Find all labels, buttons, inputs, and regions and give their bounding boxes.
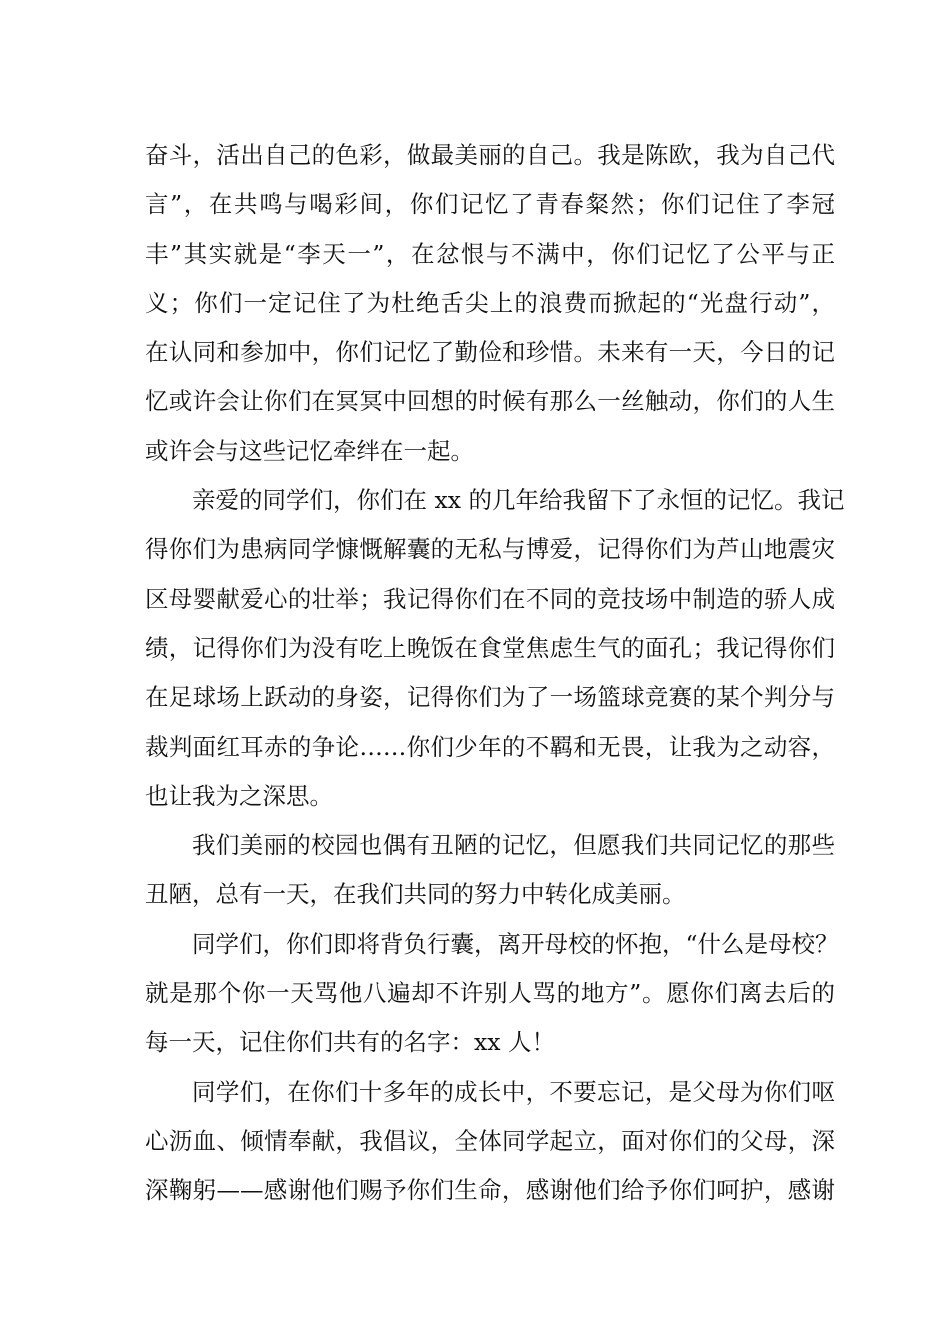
text-line: 区母婴献爱心的壮举；我记得你们在不同的竞技场中制造的骄人成 — [145, 584, 835, 613]
text-line: 就是那个你一天骂他八遍却不许别人骂的地方”。愿你们离去后的 — [145, 979, 835, 1008]
text-line: 在认同和参加中，你们记忆了勤俭和珍惜。未来有一天，今日的记 — [145, 338, 835, 367]
text-line: 同学们，你们即将背负行囊，离开母校的怀抱，“什么是母校？ — [192, 929, 839, 958]
text-line: 每一天，记住你们共有的名字：xx 人！ — [145, 1028, 555, 1057]
text-line: 丑陋，总有一天，在我们共同的努力中转化成美丽。 — [145, 880, 686, 909]
text-line: 忆或许会让你们在冥冥中回想的时候有那么一丝触动，你们的人生 — [145, 387, 835, 416]
text-line: 得你们为患病同学慷慨解囊的无私与博爱，记得你们为芦山地震灾 — [145, 535, 835, 564]
document-body-text — [145, 131, 845, 1216]
text-line: 丰”其实就是“李天一”，在忿恨与不满中，你们记忆了公平与正 — [145, 239, 835, 268]
text-line: 言”，在共鸣与喝彩间，你们记忆了青春粲然；你们记住了李冠 — [145, 190, 835, 219]
text-line: 或许会与这些记忆牵绊在一起。 — [145, 436, 474, 465]
text-line: 我们美丽的校园也偶有丑陋的记忆，但愿我们共同记忆的那些 — [192, 831, 835, 860]
text-line: 也让我为之深思。 — [145, 781, 333, 810]
text-line: 深鞠躬——感谢他们赐予你们生命，感谢他们给予你们呵护，感谢 — [145, 1176, 835, 1205]
text-line: 在足球场上跃动的身姿，记得你们为了一场篮球竞赛的某个判分与 — [145, 683, 835, 712]
text-line: 绩，记得你们为没有吃上晚饭在食堂焦虑生气的面孔；我记得你们 — [145, 633, 835, 662]
text-line: 同学们，在你们十多年的成长中，不要忘记，是父母为你们呕 — [192, 1077, 835, 1106]
text-line: 亲爱的同学们，你们在 xx 的几年给我留下了永恒的记忆。我记 — [192, 486, 845, 515]
text-line: 奋斗，活出自己的色彩，做最美丽的自己。我是陈欧，我为自己代 — [145, 141, 835, 169]
text-line: 义；你们一定记住了为杜绝舌尖上的浪费而掀起的“光盘行动”， — [145, 288, 835, 317]
text-line: 心沥血、倾情奉献，我倡议，全体同学起立，面对你们的父母，深 — [145, 1126, 835, 1155]
text-line: 裁判面红耳赤的争论……你们少年的不羁和无畏，让我为之动容， — [145, 732, 835, 761]
